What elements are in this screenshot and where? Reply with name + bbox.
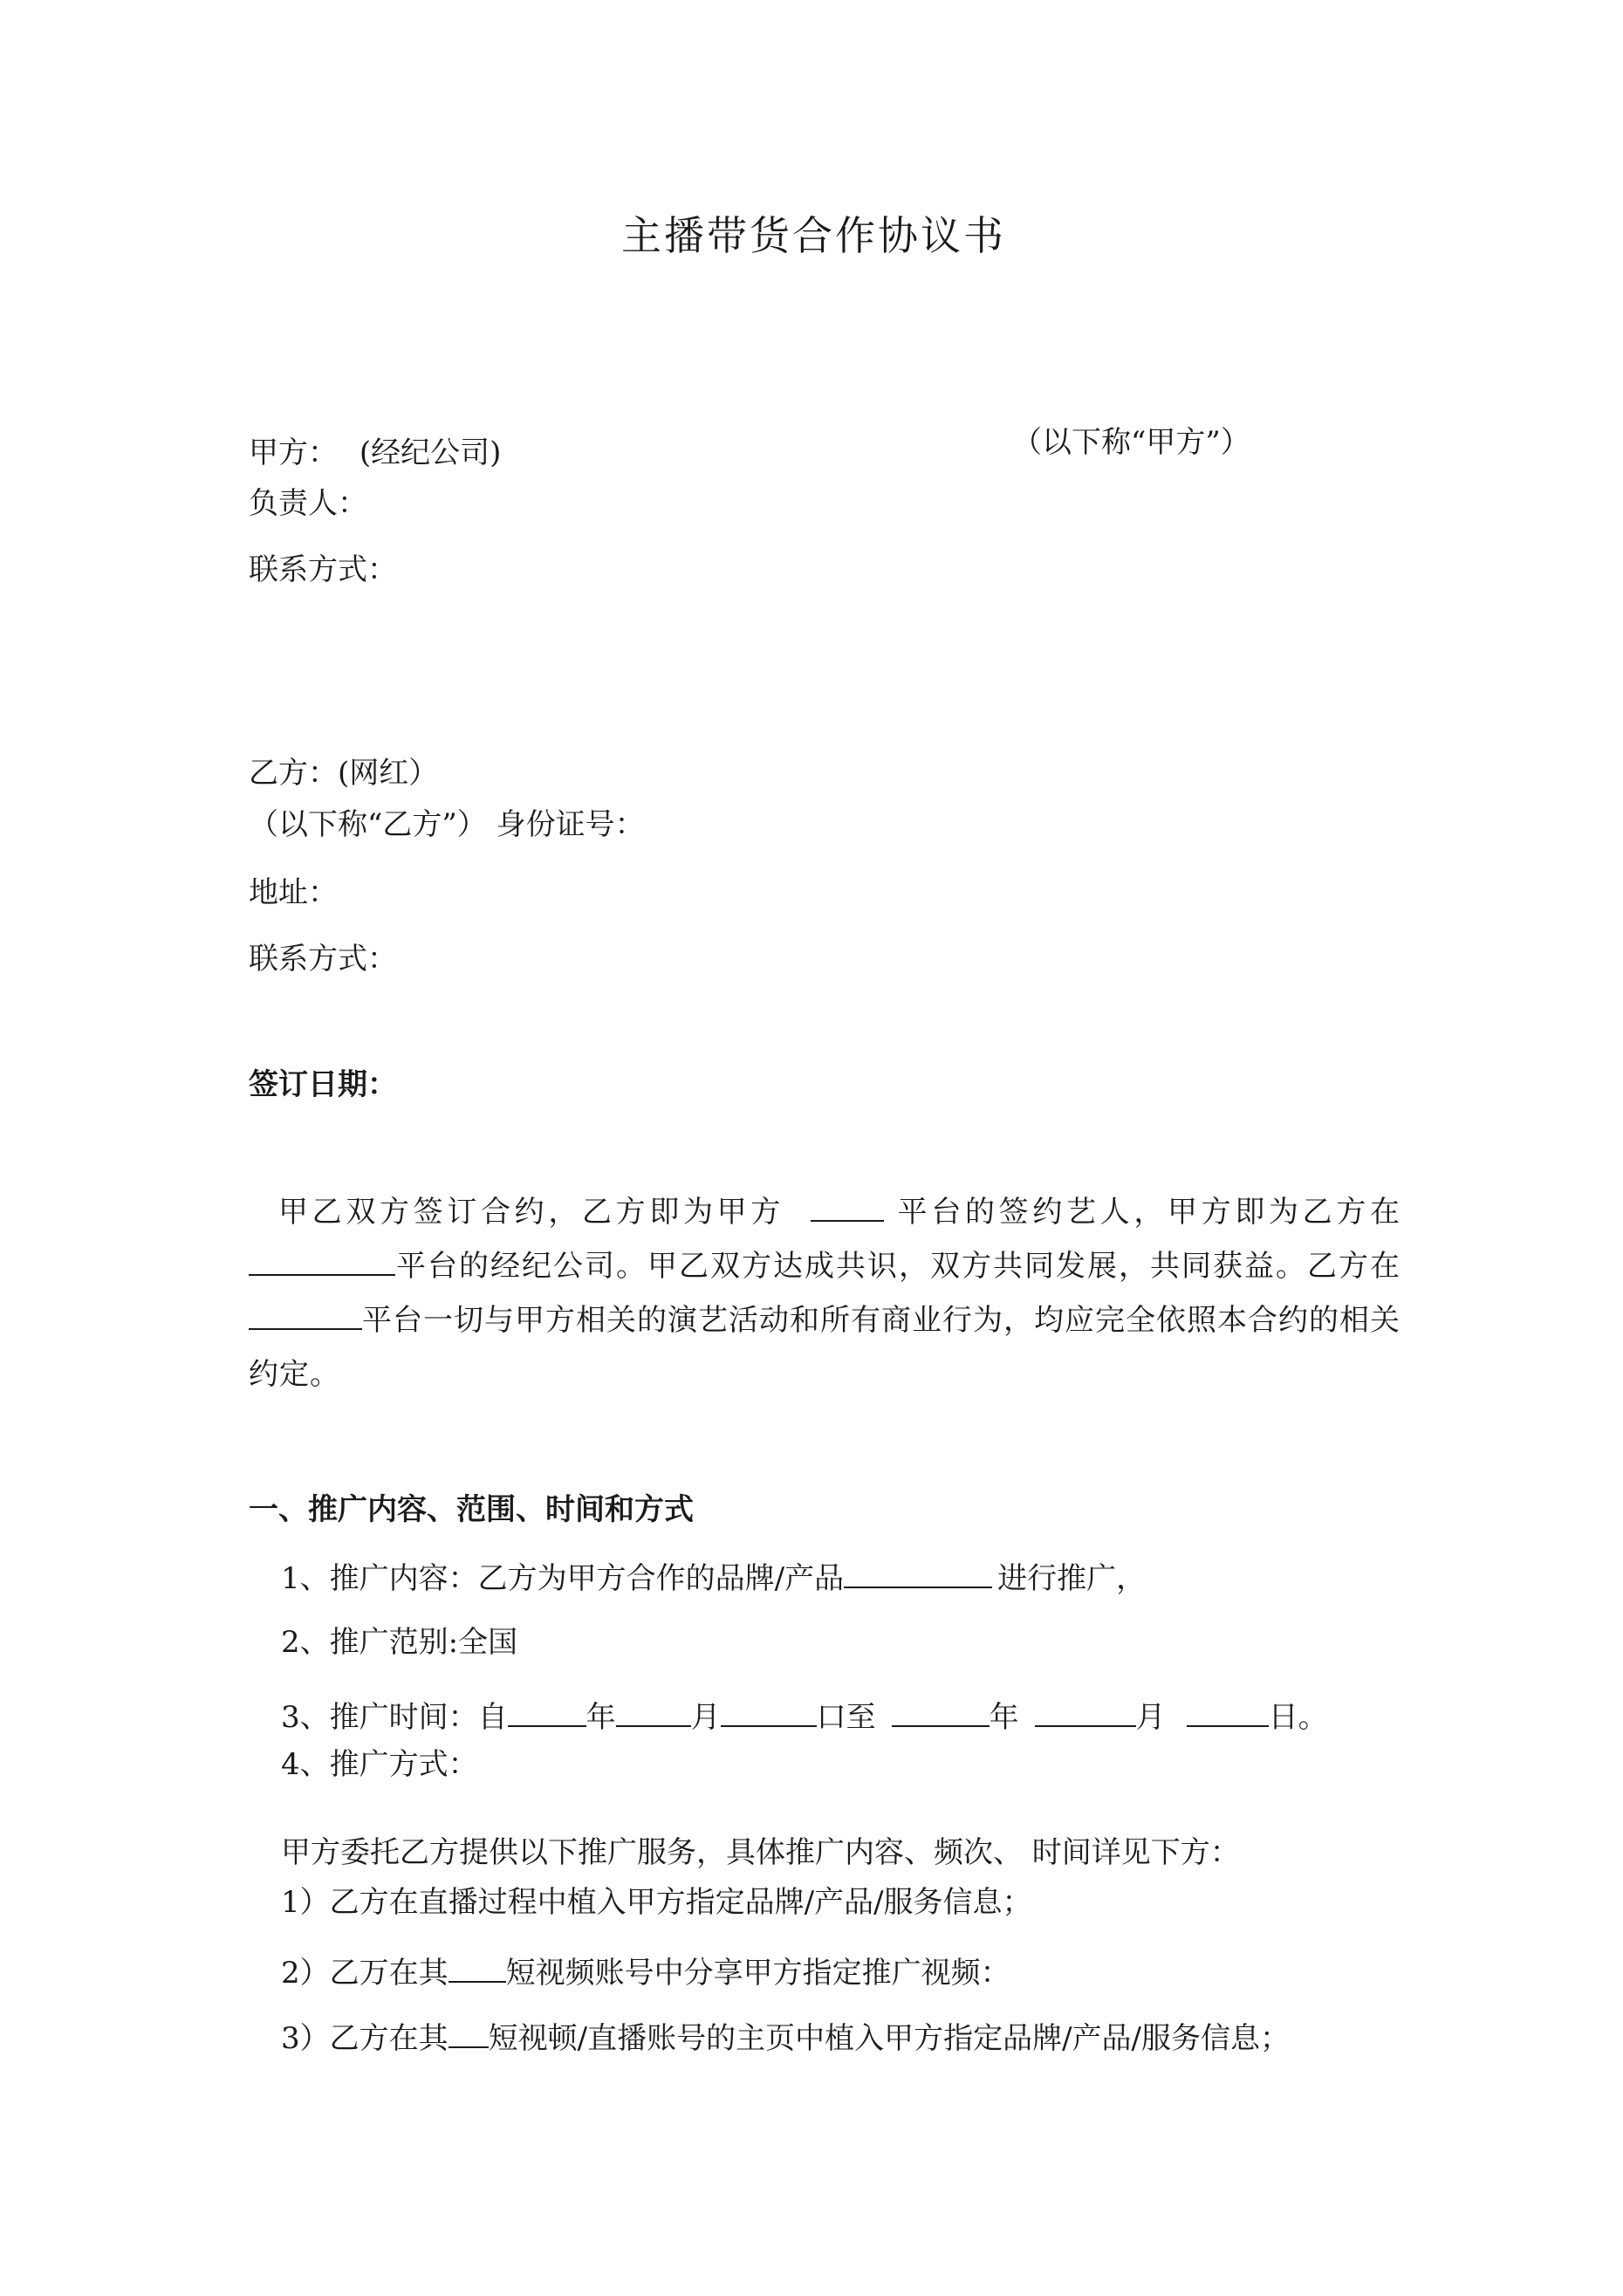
blank-end-year (892, 1699, 990, 1727)
section1-heading: 一、推广内容、范围、时间和方式 (249, 1492, 694, 1527)
item3-month1: 月 (690, 1700, 721, 1735)
preamble-paragraph (249, 1185, 1400, 1402)
sign-date: 签订日期： (249, 1067, 397, 1102)
document-title: 主播带货合作协议书 (621, 212, 1006, 259)
blank-end-month (1035, 1699, 1136, 1727)
promotion-sub1: 1）乙方在直播过程中植入甲方指定品牌/产品/服务信息； (281, 1885, 1032, 1920)
sub3-text-a: 3）乙方在其 (281, 2021, 449, 2056)
sub2-text-a: 2）乙万在其 (281, 1956, 449, 1991)
item1-text-a: 1、推广内容：乙方为甲方合作的品牌/产品 (281, 1561, 845, 1596)
party-b-address: 地址： (249, 875, 338, 910)
party-a-label (249, 435, 502, 470)
item3-prefix: 3、推广时间：自 (281, 1700, 508, 1735)
party-a-contact: 联系方式： (249, 552, 397, 587)
sub3-text-b: 短视顿/直播账号的主页中植入甲方指定品牌/产品/服务信息； (488, 2021, 1291, 2056)
blank-short-video-account (449, 1955, 506, 1983)
section1-item1 (281, 1560, 1147, 1596)
item3-day2: 日。 (1268, 1700, 1328, 1735)
blank-platform-3 (249, 1302, 362, 1330)
blank-live-account (449, 2020, 489, 2048)
sub2-text-b: 短视频账号中分享甲方指定推广视频： (505, 1956, 1010, 1991)
promotion-sub3 (281, 2020, 1291, 2056)
preamble-s4: 平台一切与甲方相关的演艺活动和所有商业行为，均应完全依照本合约的相关约定。 (249, 1303, 1400, 1392)
section1-item3 (281, 1699, 1328, 1735)
party-a-alias: （以下称“甲方”） (1012, 425, 1250, 460)
preamble-s1: 甲乙双方签订合约，乙方即为甲方 (278, 1195, 784, 1230)
blank-start-month (616, 1699, 691, 1727)
party-b-label (249, 756, 439, 791)
blank-start-day (721, 1699, 817, 1727)
blank-platform-1 (811, 1194, 884, 1222)
party-b-contact: 联系方式： (249, 942, 397, 977)
section1-item2: 2、推广范别:全国 (281, 1625, 518, 1660)
section1-item4: 4、推广方式： (281, 1747, 478, 1782)
item1-text-b: 进行推广， (997, 1561, 1147, 1596)
blank-platform-2 (249, 1248, 395, 1276)
party-b-label-text: 乙方： (249, 756, 338, 791)
item3-month2: 月 (1135, 1700, 1166, 1735)
party-a-label-text: 甲方： (249, 435, 338, 470)
blank-brand-product (844, 1560, 992, 1588)
item3-day1: 口至 (816, 1700, 876, 1735)
party-b-type: (网红） (338, 756, 439, 791)
party-a-type: (经纪公司) (359, 435, 502, 470)
promotion-intro: 甲方委托乙方提供以下推广服务，具体推广内容、频次、 时间详见下方： (281, 1835, 1240, 1870)
item3-year2: 年 (989, 1700, 1019, 1735)
blank-start-year (508, 1699, 586, 1727)
party-b-alias-id: （以下称“乙方”） 身份证号： (249, 807, 645, 842)
blank-end-day (1187, 1699, 1269, 1727)
party-a-person-in-charge: 负责人： (249, 486, 367, 521)
item3-year1: 年 (586, 1700, 616, 1735)
preamble-s3: 平台的经纪公司。甲乙双方达成共识，双方共同发展，共同获益。乙方在 (395, 1249, 1400, 1284)
promotion-sub2 (281, 1955, 1010, 1991)
preamble-s2: 平台的签约艺人，甲方即为乙方在 (894, 1195, 1400, 1230)
